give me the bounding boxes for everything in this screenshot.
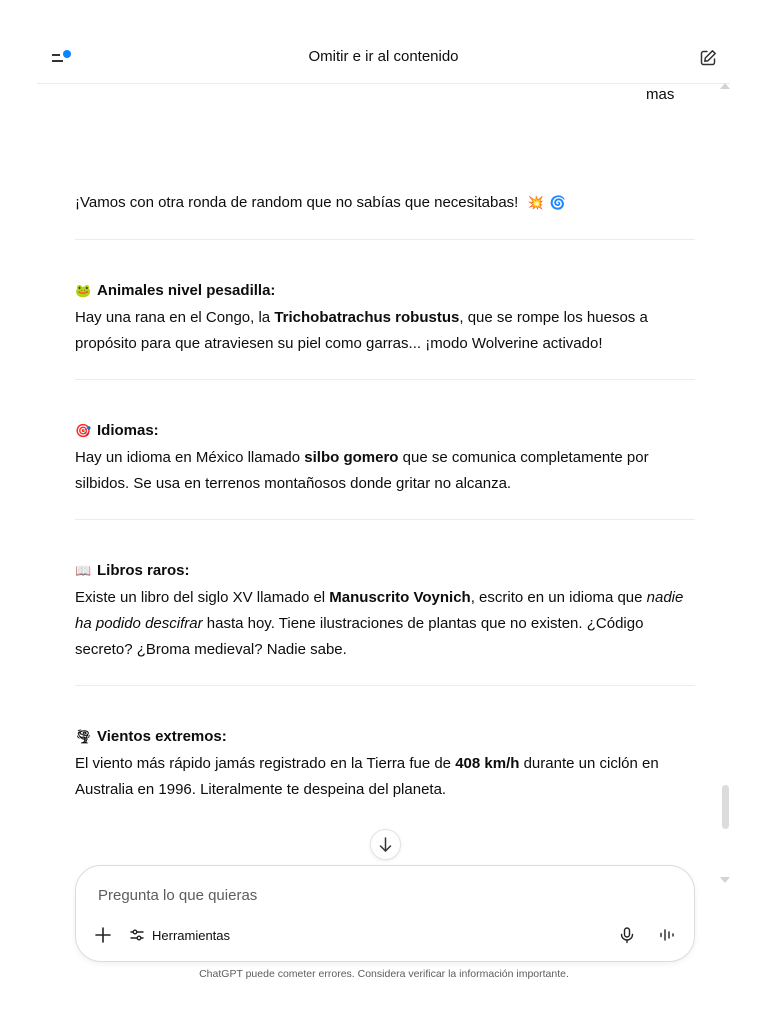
section-divider <box>75 519 695 520</box>
section-title: Animales nivel pesadilla: <box>97 282 276 299</box>
section-divider <box>75 379 695 380</box>
bold-term: 408 km/h <box>455 755 520 772</box>
section-heading <box>75 558 695 585</box>
fact-section <box>75 278 695 357</box>
cyclone-emoji-icon: 🌀 <box>549 196 566 211</box>
italic-phrase: nadie ha podido descifrar <box>75 589 684 632</box>
section-emoji-icon: 📖 <box>75 564 92 579</box>
sliders-icon <box>129 927 145 943</box>
body-text: Existe un libro del siglo XV llamado el <box>75 589 330 606</box>
section-heading <box>75 724 695 751</box>
microphone-icon[interactable] <box>618 926 636 944</box>
assistant-message <box>75 190 695 803</box>
body-text: hasta hoy. Tiene ilustraciones de plantas que no existen. ¿Código secreto? ¿Broma medieval? Nadie sabe. <box>75 615 644 658</box>
message-sections <box>75 239 695 803</box>
bold-term: Trichobatrachus robustus <box>274 309 460 326</box>
skip-to-content-link[interactable]: Omitir e ir al contenido <box>308 48 459 65</box>
body-text: Hay una rana en el Congo, la <box>75 309 275 326</box>
section-heading <box>75 278 695 305</box>
arrow-down-icon <box>371 830 400 859</box>
section-divider <box>75 239 695 240</box>
section-title: Idiomas: <box>97 422 159 439</box>
section-body <box>75 445 695 497</box>
section-body <box>75 751 695 803</box>
body-text: durante un ciclón en Australia en 1996. Literalmente te despeina del planeta. <box>75 755 659 798</box>
section-body <box>75 585 695 663</box>
top-bar <box>37 33 730 84</box>
scrollbar-up-arrow[interactable] <box>720 83 730 89</box>
collision-emoji-icon: 💥 <box>527 196 544 211</box>
disclaimer-text: ChatGPT puede cometer errores. Considera verificar la información importante. <box>199 968 569 980</box>
body-text: que se comunica completamente por silbidos. Se usa en terrenos montañosos donde gritar no alcanza. <box>75 449 649 492</box>
section-divider <box>75 685 695 686</box>
body-text: , escrito en un idioma que <box>470 589 647 606</box>
section-emoji-icon: 🐸 <box>75 284 92 299</box>
section-title: Vientos extremos: <box>97 728 227 745</box>
previous-message-fragment: mas <box>646 86 675 103</box>
prompt-input[interactable] <box>96 882 660 908</box>
scrollbar-thumb[interactable] <box>722 785 729 829</box>
new-chat-icon[interactable] <box>698 48 718 68</box>
message-composer <box>75 865 695 962</box>
intro-text: ¡Vamos con otra ronda de random que no sabías que necesitabas! <box>75 194 519 211</box>
plus-icon[interactable] <box>94 926 112 944</box>
message-intro <box>75 190 695 217</box>
bold-term: silbo gomero <box>304 449 399 466</box>
body-text: El viento más rápido jamás registrado en la Tierra fue de <box>75 755 456 772</box>
fact-section <box>75 558 695 663</box>
fact-section <box>75 724 695 803</box>
section-title: Libros raros: <box>97 562 190 579</box>
body-text: Hay un idioma en México llamado <box>75 449 305 466</box>
body-text: , que se rompe los huesos a propósito para que atraviesen su piel como garras... ¡modo Wolverine activado! <box>75 309 648 352</box>
section-emoji-icon: 🌪 <box>75 730 92 745</box>
voice-wave-icon[interactable] <box>658 927 676 943</box>
scroll-to-bottom-button[interactable] <box>370 829 401 860</box>
section-body <box>75 305 695 357</box>
fact-section <box>75 418 695 497</box>
tools-label: Herramientas <box>152 927 231 943</box>
section-heading <box>75 418 695 445</box>
tools-button[interactable] <box>129 924 230 946</box>
bold-term: Manuscrito Voynich <box>329 589 471 606</box>
section-emoji-icon: 🎯 <box>75 424 92 439</box>
scrollbar-down-arrow[interactable] <box>720 877 730 883</box>
